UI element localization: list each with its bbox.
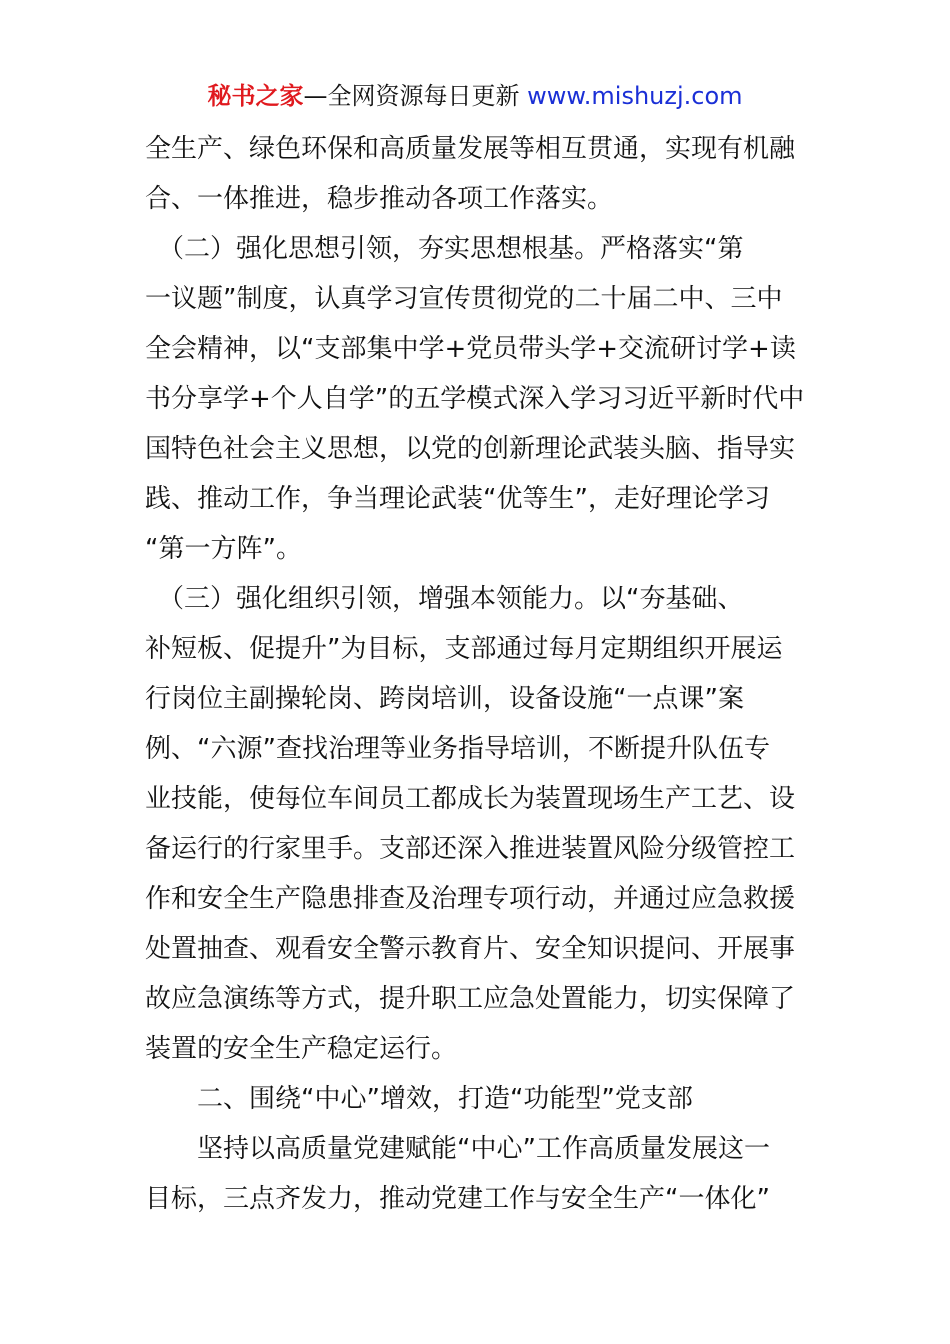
site-url[interactable]: www.mishuzj.com xyxy=(527,82,743,110)
text-line: 坚持以高质量党建赋能“中心”工作高质量发展这一 xyxy=(145,1134,770,1164)
text-line: 践、推动工作，争当理论武装“优等生”，走好理论学习 xyxy=(145,484,770,514)
text-line: 行岗位主副操轮岗、跨岗培训，设备设施“一点课”案 xyxy=(145,684,744,714)
section-heading: 二、围绕“中心”增效，打造“功能型”党支部 xyxy=(145,1084,693,1114)
text-line: 故应急演练等方式，提升职工应急处置能力，切实保障了 xyxy=(145,984,796,1014)
text-line: 一议题”制度，认真学习宣传贯彻党的二十届二中、三中 xyxy=(145,284,783,314)
text-line: 国特色社会主义思想，以党的创新理论武装头脑、指导实 xyxy=(145,434,796,464)
text-line: 作和安全生产隐患排查及治理专项行动，并通过应急救援 xyxy=(145,884,796,914)
text-line: 备运行的行家里手。支部还深入推进装置风险分级管控工 xyxy=(145,834,796,864)
text-line: 全生产、绿色环保和高质量发展等相互贯通，实现有机融 xyxy=(145,134,796,164)
document-body xyxy=(145,124,815,1224)
text-line: 处置抽查、观看安全警示教育片、安全知识提问、开展事 xyxy=(145,934,796,964)
text-line: 书分享学+个人自学”的五学模式深入学习习近平新时代中 xyxy=(145,384,805,414)
text-line: 合、一体推进，稳步推动各项工作落实。 xyxy=(145,184,614,214)
text-line: （二）强化思想引领，夯实思想根基。严格落实“第 xyxy=(145,234,744,264)
text-line: 目标，三点齐发力，推动党建工作与安全生产“一体化” xyxy=(145,1184,770,1214)
text-line: 业技能，使每位车间员工都成长为装置现场生产工艺、设 xyxy=(145,784,796,814)
text-line: 补短板、促提升”为目标，支部通过每月定期组织开展运 xyxy=(145,634,783,664)
header-tagline: —全网资源每日更新 xyxy=(303,82,528,110)
text-line: 装置的安全生产稳定运行。 xyxy=(145,1034,458,1064)
brand-name: 秘书之家 xyxy=(207,82,304,110)
text-line: 全会精神，以“支部集中学+党员带头学+交流研讨学+读 xyxy=(145,334,796,364)
site-header xyxy=(0,80,950,112)
text-line: （三）强化组织引领，增强本领能力。以“夯基础、 xyxy=(145,584,744,614)
text-line: 例、“六源”查找治理等业务指导培训，不断提升队伍专 xyxy=(145,734,770,764)
text-line: “第一方阵”。 xyxy=(145,534,302,564)
